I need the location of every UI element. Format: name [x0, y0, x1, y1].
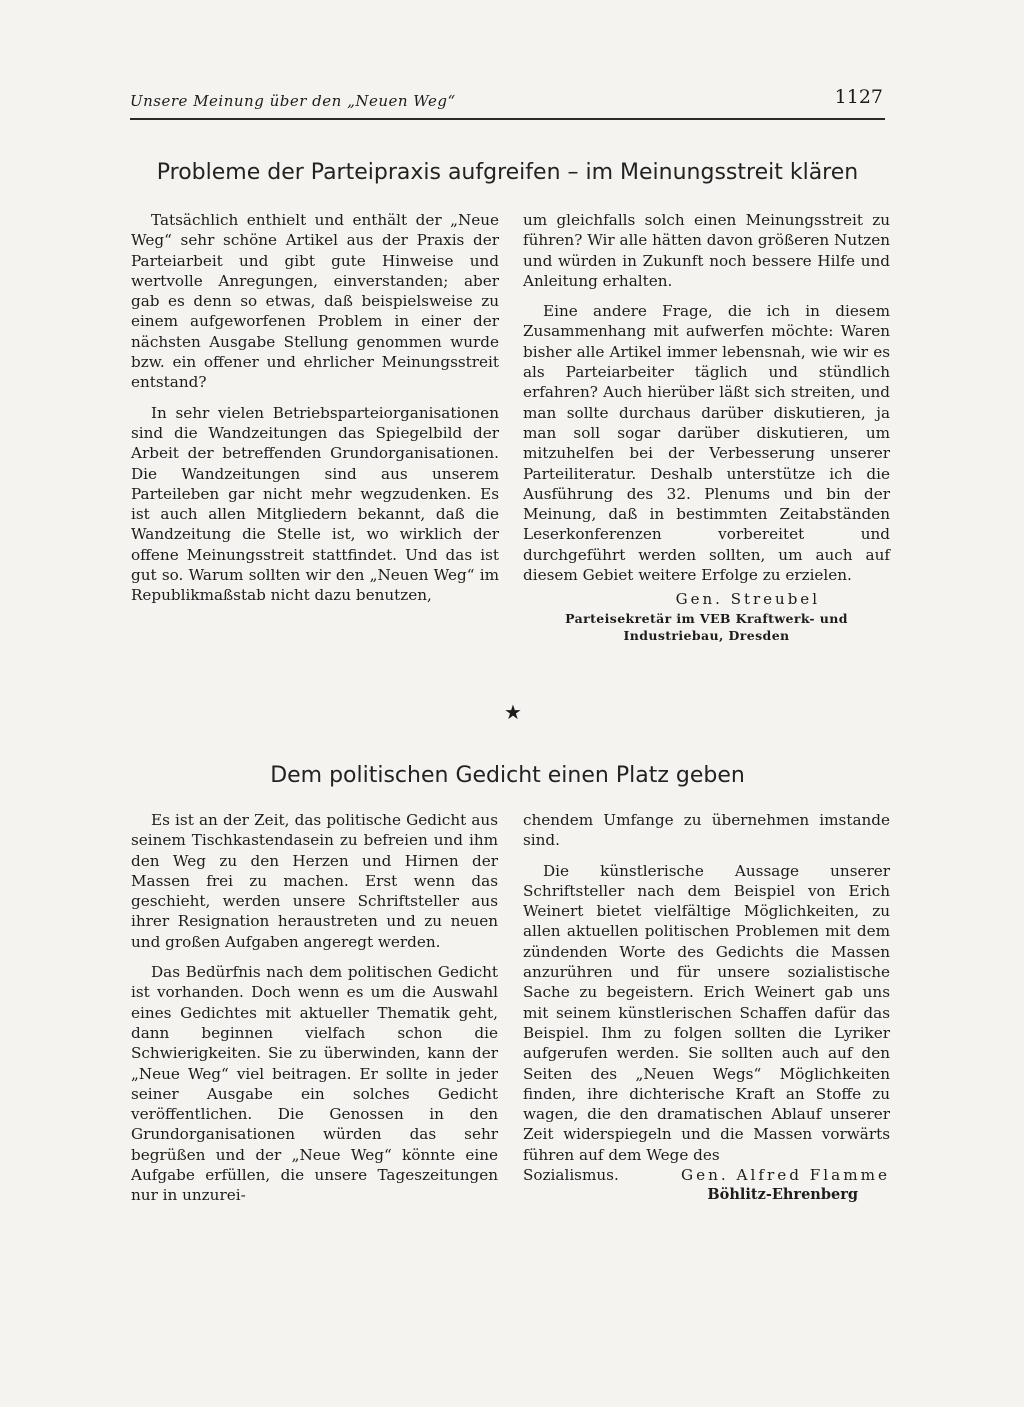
article-2-paragraph-1: Es ist an der Zeit, das politische Gedicht aus seinem Tischkastendasein zu befreien und ihm den Weg zu den Herzen und Hirnen der Massen frei zu machen. Erst wenn das geschieht, werden unsere Schriftsteller aus ihrer Resignation heraustreten und zu neuen und großen Aufgaben angeregt werden.	[131, 811, 498, 951]
article-2-right-column	[523, 810, 890, 1206]
article-2-signature-place: Böhlitz-Ehrenberg	[707, 1186, 858, 1204]
article-1-title: Probleme der Parteipraxis aufgreifen – im Meinungsstreit klären	[156, 160, 859, 185]
article-1-left-column	[131, 210, 499, 606]
article-1-paragraph-2: In sehr vielen Betriebsparteiorganisationen sind die Wandzeitungen das Spiegelbild der Arbeit der betreffenden Grundorganisationen. Die Wandzeitungen sind aus unserem Parteileben gar nicht mehr wegzudenken. Es ist auch allen Mitgliedern bekannt, daß die Wandzeitung die Stelle ist, wo wirklich der offene Meinungsstreit stattfindet. Und das ist gut so. Warum sollten wir den „Neuen Weg“ im Republikmaßstab nicht dazu benutzen,	[131, 403, 499, 605]
article-2-paragraph-2-continuation: chendem Umfange zu übernehmen imstande sind.	[523, 811, 890, 850]
article-1-paragraph-3: Eine andere Frage, die ich in diesem Zusammenhang mit aufwerfen möchte: Waren bisher alle Artikel immer lebensnah, wie wir es als Parteiarbeiter täglich und stündlich erfahren? Auch hierüber läßt sich streiten, und man sollte durchaus darüber diskutieren, ja man soll sogar darüber diskutieren, um mitzuhelfen bei der Verbesserung unserer Parteiliteratur. Deshalb unterstütze ich die Ausführung des 32. Plenums und bin der Meinung, daß in bestimmten Zeitabständen Leserkonferenzen vorbereitet und durchgeführt werden sollten, um auch auf diesem Gebiet weitere Erfolge zu erzielen.	[523, 302, 890, 585]
article-1-signature-role-1: Parteisekretär im VEB Kraftwerk- und	[565, 610, 848, 626]
article-2-signature-name: Gen. Alfred Flamme	[680, 1166, 890, 1185]
running-title: Unsere Meinung über den „Neuen Weg“	[130, 92, 456, 110]
star-separator-icon: ★	[504, 700, 522, 724]
article-2-paragraph-3: Die künstlerische Aussage unserer Schriftsteller nach dem Beispiel von Erich Weinert bietet vielfältige Möglichkeiten, zu allen aktuellen politischen Problemen mit dem zündenden Worte des Gedichts die Massen anzurühren und für unsere sozialistische Sache zu begeistern. Erich Weinert gab uns mit seinem künstlerischen Schaffen dafür das Beispiel. Ihm zu folgen sollten die Lyriker aufgerufen werden. Sie sollten auch auf den Seiten des „Neuen Wegs“ Möglichkeiten finden, ihre dichterische Kraft an Stoffe zu wagen, die den dramatischen Ablauf unserer Zeit widerspiegeln und die Massen vorwärts führen auf dem Wege des	[523, 861, 890, 1164]
page-number: 1127	[834, 86, 883, 108]
article-1-paragraph-1: Tatsächlich enthielt und enthält der „Neue Weg“ sehr schöne Artikel aus der Praxis der Parteiarbeit und gibt gute Hinweise und wertvolle Anregungen, einverstanden; aber gab es denn so etwas, daß beispielsweise zu einem aufgeworfenen Problem in einer der nächsten Ausgabe Stellung genommen wurde bzw. ein offener und ehrlicher Meinungsstreit entstand?	[131, 211, 499, 392]
article-1-signature-role-2: Industriebau, Dresden	[623, 627, 790, 643]
article-2-title: Dem politischen Gedicht einen Platz geben	[270, 763, 745, 788]
article-2-last-word: Sozialismus.	[523, 1166, 619, 1185]
article-1-signature-name: Gen. Streubel	[675, 590, 820, 609]
article-1-paragraph-2-continuation: um gleichfalls solch einen Meinungsstreit zu führen? Wir alle hätten davon größeren Nutzen und würden in Zukunft noch bessere Hilfe und Anleitung erhalten.	[523, 211, 890, 290]
article-1-right-column	[523, 210, 890, 644]
article-2-left-column	[131, 810, 498, 1206]
article-2-closing-line	[523, 1165, 890, 1185]
header-rule	[130, 118, 885, 120]
running-head	[130, 86, 885, 126]
article-2-paragraph-2: Das Bedürfnis nach dem politischen Gedicht ist vorhanden. Doch wenn es um die Auswahl eines Gedichtes mit aktueller Thematik geht, dann beginnen vielfach schon die Schwierigkeiten. Sie zu überwinden, kann der „Neue Weg“ viel beitragen. Er sollte in jeder seiner Ausgabe ein solches Gedicht veröffentlichen. Die Genossen in den Grundorganisationen würden das sehr begrüßen und der „Neue Weg“ könnte eine Aufgabe erfüllen, die unsere Tageszeitungen nur in unzurei-	[131, 963, 498, 1205]
